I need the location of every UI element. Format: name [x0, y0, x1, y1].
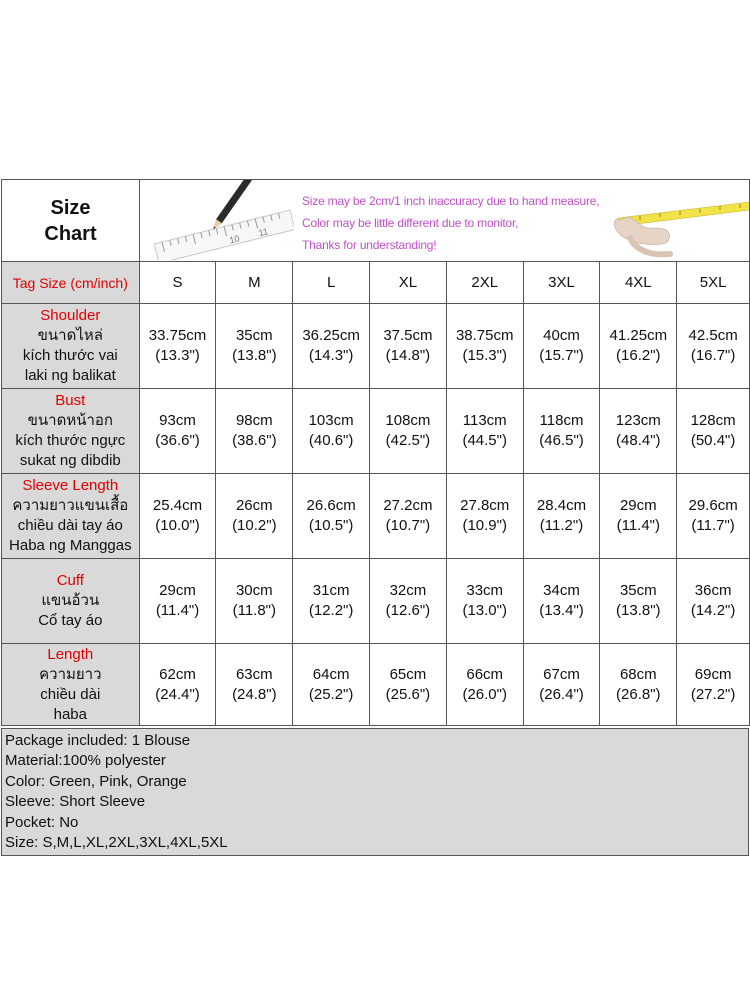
value-cm: 103cm [308, 412, 354, 429]
label-english: Sleeve Length [22, 477, 119, 494]
measurement-cell [370, 304, 447, 389]
measurement-cell [370, 474, 447, 559]
measurement-cell [447, 474, 524, 559]
value-inch: (36.6") [155, 432, 200, 449]
label-translation: haba [53, 705, 87, 723]
value-cm: 26cm [235, 497, 273, 514]
measurement-cell [216, 559, 293, 644]
measurement-cell [370, 389, 447, 474]
value-inch: (48.4") [616, 432, 661, 449]
label-translation: Cổ tay áo [38, 612, 103, 629]
value-inch: (26.8") [616, 685, 661, 703]
measurement-cell [600, 644, 677, 726]
svg-text:11: 11 [257, 226, 270, 239]
value-inch: (40.6") [308, 432, 354, 449]
value-cm: 33.75cm [148, 327, 207, 344]
label-translation: ความยาวแขนเสื้อ [12, 497, 129, 514]
value-cm: 29cm [159, 582, 196, 599]
value-inch: (27.2") [690, 685, 736, 703]
value-inch: (15.7") [539, 347, 584, 364]
value-inch: (13.8") [616, 602, 661, 619]
value-cm: 64cm [312, 665, 350, 683]
value-cm: 69cm [694, 665, 732, 683]
value-cm: 34cm [543, 582, 580, 599]
value-cm: 27.2cm [383, 497, 433, 514]
measurement-cell [216, 389, 293, 474]
value-cm: 67cm [543, 665, 580, 683]
label-translation: ความยาว [39, 665, 102, 683]
measurement-cell [600, 304, 677, 389]
measurement-cell [447, 644, 524, 726]
measurement-row-sleeve-length [2, 474, 750, 559]
value-inch: (11.8") [232, 602, 277, 619]
measurement-cell [524, 304, 601, 389]
label-translation: kích thước ngực [15, 432, 126, 449]
size-header-s: S [140, 262, 217, 304]
value-inch: (11.2") [539, 517, 584, 534]
value-inch: (10.7") [385, 517, 431, 534]
value-inch: (25.2") [308, 685, 354, 703]
size-header-2xl: 2XL [447, 262, 524, 304]
size-chart-title [2, 180, 140, 262]
size-header-m: M [216, 262, 293, 304]
label-translation: chiều dài [40, 685, 101, 703]
value-cm: 26.6cm [306, 497, 356, 514]
measurement-cell [447, 389, 524, 474]
measurement-cell [524, 644, 601, 726]
value-cm: 66cm [466, 665, 504, 683]
label-english: Length [47, 645, 94, 663]
measurement-cell [677, 474, 750, 559]
value-inch: (10.5") [308, 517, 354, 534]
value-inch: (16.7") [690, 347, 736, 364]
svg-text:10: 10 [228, 233, 241, 246]
label-translation: kích thước vai [22, 347, 118, 364]
value-cm: 65cm [389, 665, 427, 683]
measuring-tape-hand-icon [610, 180, 750, 260]
value-inch: (38.6") [232, 432, 277, 449]
value-cm: 32cm [389, 582, 427, 599]
measurement-cell [600, 389, 677, 474]
value-inch: (50.4") [690, 432, 736, 449]
measurement-row-length [2, 644, 750, 726]
value-inch: (11.4") [155, 602, 200, 619]
color-options: Color: Green, Pink, Orange [5, 772, 187, 790]
value-inch: (24.4") [155, 685, 200, 703]
value-cm: 98cm [235, 412, 273, 429]
value-inch: (13.4") [539, 602, 584, 619]
measurement-cell [293, 389, 370, 474]
package-included: Package included: 1 Blouse [5, 732, 191, 749]
value-cm: 31cm [312, 582, 350, 599]
title-line-2: Chart [44, 222, 97, 245]
measurement-cell [140, 474, 217, 559]
label-translation: ขนาดไหล่ [37, 327, 103, 344]
tag-size-row [2, 262, 750, 304]
material: Material:100% polyester [5, 752, 166, 770]
measurement-cell [677, 304, 750, 389]
label-translation: laki ng balikat [24, 367, 116, 384]
value-cm: 118cm [539, 412, 584, 429]
value-inch: (12.2") [308, 602, 354, 619]
value-inch: (42.5") [385, 432, 431, 449]
label-translation: sukat ng dibdib [19, 452, 121, 469]
measurement-cell [140, 304, 217, 389]
measurement-cell [216, 304, 293, 389]
tag-size-label: Tag Size (cm/inch) [2, 262, 140, 304]
row-label-shoulder [2, 304, 140, 389]
row-label-cuff [2, 559, 140, 644]
value-cm: 41.25cm [609, 327, 668, 344]
measurement-row-shoulder [2, 304, 750, 389]
size-header-4xl: 4XL [600, 262, 677, 304]
value-inch: (10.2") [232, 517, 277, 534]
measurement-cell [524, 474, 601, 559]
value-inch: (10.9") [462, 517, 507, 534]
value-inch: (14.3") [308, 347, 354, 364]
value-inch: (11.4") [616, 517, 660, 534]
measurement-cell [370, 559, 447, 644]
value-inch: (14.2") [690, 602, 736, 619]
value-cm: 40cm [543, 327, 580, 344]
label-translation: ขนาดหน้าอก [27, 412, 113, 429]
row-label-bust [2, 389, 140, 474]
measurement-row-bust [2, 389, 750, 474]
size-header-xl: XL [370, 262, 447, 304]
measurement-cell [216, 644, 293, 726]
measurement-cell [140, 389, 217, 474]
measurement-cell [370, 644, 447, 726]
value-cm: 93cm [159, 412, 196, 429]
measurement-cell [216, 474, 293, 559]
pencil-ruler-icon [144, 180, 294, 260]
label-english: Shoulder [40, 307, 101, 324]
measurement-cell [677, 644, 750, 726]
value-cm: 68cm [619, 665, 657, 683]
measurement-cell [293, 644, 370, 726]
label-translation: แขนอ้วน [41, 592, 100, 609]
value-cm: 37.5cm [383, 327, 433, 344]
value-inch: (13.8") [232, 347, 277, 364]
value-inch: (44.5") [462, 432, 507, 449]
value-cm: 29cm [619, 497, 657, 514]
value-inch: (10.0") [155, 517, 200, 534]
value-inch: (11.7") [691, 517, 735, 534]
value-cm: 29.6cm [688, 497, 738, 514]
measurement-cell [293, 474, 370, 559]
size-header-l: L [293, 262, 370, 304]
value-cm: 33cm [466, 582, 504, 599]
size-header-5xl: 5XL [677, 262, 750, 304]
value-cm: 25.4cm [152, 497, 203, 514]
value-cm: 123cm [615, 412, 661, 429]
value-cm: 38.75cm [455, 327, 514, 344]
measurement-cell [447, 559, 524, 644]
measurement-row-cuff [2, 559, 750, 644]
measurement-cell [293, 304, 370, 389]
pocket-info: Pocket: No [5, 813, 79, 831]
value-cm: 128cm [690, 412, 736, 429]
value-cm: 113cm [462, 412, 507, 429]
value-cm: 42.5cm [688, 327, 738, 344]
row-label-sleeve-length [2, 474, 140, 559]
note-color: Color may be little different due to monitor, [302, 216, 519, 230]
size-chart-table [1, 179, 750, 726]
note-inaccuracy: Size may be 2cm/1 inch inaccuracy due to hand measure, [302, 194, 600, 208]
value-cm: 35cm [619, 582, 657, 599]
value-cm: 28.4cm [536, 497, 587, 514]
available-sizes: Size: S,M,L,XL,2XL,3XL,4XL,5XL [5, 834, 228, 852]
value-cm: 36.25cm [302, 327, 360, 344]
value-inch: (46.5") [539, 432, 584, 449]
measurement-banner [140, 180, 750, 262]
measurement-cell [524, 389, 601, 474]
label-translation: Haba ng Manggas [9, 537, 132, 554]
measurement-cell [140, 644, 217, 726]
title-line-1: Size [50, 196, 91, 219]
value-inch: (25.6") [385, 685, 431, 703]
measurement-cell [524, 559, 601, 644]
measurement-rows [2, 304, 750, 726]
value-cm: 108cm [385, 412, 431, 429]
product-details [1, 728, 749, 856]
value-cm: 30cm [235, 582, 273, 599]
value-inch: (24.8") [232, 685, 277, 703]
value-inch: (12.6") [385, 602, 431, 619]
value-inch: (15.3") [462, 347, 507, 364]
row-label-length [2, 644, 140, 726]
measurement-cell [293, 559, 370, 644]
note-thanks: Thanks for understanding! [302, 238, 437, 252]
measurement-cell [600, 474, 677, 559]
value-cm: 36cm [694, 582, 732, 599]
value-inch: (26.0") [462, 685, 507, 703]
measurement-notes [302, 190, 599, 256]
value-inch: (13.3") [155, 347, 200, 364]
value-cm: 62cm [159, 665, 196, 683]
value-cm: 27.8cm [460, 497, 510, 514]
value-inch: (26.4") [539, 685, 584, 703]
measurement-cell [677, 559, 750, 644]
label-translation: chiều dài tay áo [17, 517, 123, 534]
measurement-cell [447, 304, 524, 389]
value-cm: 35cm [235, 327, 273, 344]
value-inch: (14.8") [385, 347, 431, 364]
size-header-3xl: 3XL [524, 262, 601, 304]
sleeve-type: Sleeve: Short Sleeve [5, 793, 146, 811]
value-inch: (16.2") [616, 347, 661, 364]
value-cm: 63cm [235, 665, 273, 683]
measurement-cell [140, 559, 217, 644]
label-english: Cuff [56, 572, 84, 589]
measurement-cell [600, 559, 677, 644]
label-english: Bust [55, 392, 86, 409]
value-inch: (13.0") [462, 602, 507, 619]
measurement-cell [677, 389, 750, 474]
chart-header-row [2, 180, 750, 262]
